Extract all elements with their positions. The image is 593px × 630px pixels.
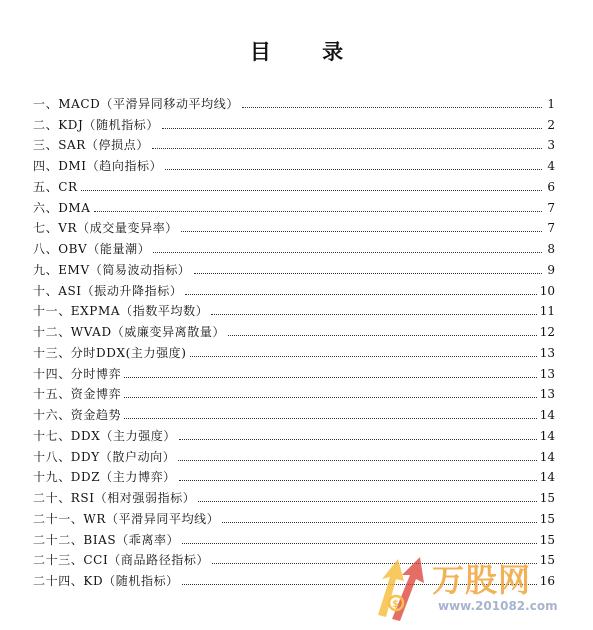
toc-entry-title: 二十一、WR（平滑异同平均线） bbox=[33, 511, 220, 526]
toc-dot-leader bbox=[81, 190, 542, 191]
toc-page-number: 14 bbox=[539, 408, 555, 422]
toc-dot-leader bbox=[211, 314, 536, 315]
toc-dot-leader bbox=[124, 397, 537, 398]
toc-entry[interactable] bbox=[33, 526, 555, 547]
toc-dot-leader bbox=[152, 148, 542, 149]
toc-entry-title: 二十四、KD（随机指标） bbox=[33, 574, 179, 588]
toc-page-number: 13 bbox=[539, 345, 555, 360]
toc-entry[interactable] bbox=[33, 443, 555, 464]
toc-entry[interactable] bbox=[33, 111, 555, 132]
toc-entry[interactable] bbox=[33, 318, 555, 339]
toc-page-number: 14 bbox=[539, 428, 555, 443]
toc-page-number: 4 bbox=[547, 159, 555, 173]
toc-entry-title: 十一、EXPMA（指数平均数） bbox=[33, 304, 209, 319]
toc-dot-leader bbox=[179, 439, 537, 440]
toc-entry-title: 十、ASI（振动升降指标） bbox=[33, 283, 183, 298]
toc-entry-title: 九、EMV（简易波动指标） bbox=[33, 262, 191, 277]
toc-page-number: 15 bbox=[539, 532, 555, 547]
watermark bbox=[370, 555, 585, 625]
toc-entry[interactable] bbox=[33, 401, 555, 422]
toc-dot-leader bbox=[194, 273, 542, 274]
toc-entry[interactable] bbox=[33, 215, 555, 236]
toc-dot-leader bbox=[165, 169, 542, 170]
toc-dot-leader bbox=[162, 128, 542, 129]
toc-page-number: 7 bbox=[547, 200, 555, 215]
toc-entry[interactable] bbox=[33, 464, 555, 485]
toc-dot-leader bbox=[190, 356, 537, 357]
toc-entry[interactable] bbox=[33, 360, 555, 381]
logo-arrow-icon bbox=[370, 555, 432, 625]
toc-page-number: 14 bbox=[539, 449, 555, 464]
toc-dot-leader bbox=[124, 377, 537, 378]
toc-page-number: 15 bbox=[539, 553, 555, 568]
toc-dot-leader bbox=[185, 294, 536, 295]
toc-entry-title: 五、CR bbox=[33, 179, 78, 194]
toc-entry-title: 十三、分时DDX(主力强度) bbox=[33, 345, 187, 360]
toc-page-number: 7 bbox=[547, 221, 555, 236]
toc-page-number: 15 bbox=[539, 511, 555, 526]
table-of-contents bbox=[33, 90, 555, 588]
toc-entry-title: 十九、DDZ（主力博弈） bbox=[33, 470, 176, 485]
toc-page-number: 14 bbox=[539, 470, 555, 485]
toc-entry-title: 一、MACD（平滑异同移动平均线） bbox=[33, 96, 239, 111]
toc-entry-title: 十五、资金博弈 bbox=[33, 387, 122, 402]
toc-entry-title: 二、KDJ（随机指标） bbox=[33, 117, 159, 132]
toc-entry[interactable] bbox=[33, 298, 555, 319]
toc-entry-title: 二十三、CCI（商品路径指标） bbox=[33, 553, 210, 568]
page-title: 目 录 bbox=[249, 39, 366, 64]
toc-entry-title: 二十、RSI（相对强弱指标） bbox=[33, 491, 196, 505]
toc-entry[interactable] bbox=[33, 132, 555, 153]
watermark-url: www.201082.com bbox=[438, 599, 558, 613]
toc-entry-title: 十七、DDX（主力强度） bbox=[33, 428, 176, 443]
toc-page-number: 1 bbox=[547, 96, 555, 111]
toc-page-number: 16 bbox=[539, 574, 555, 588]
toc-dot-leader bbox=[179, 480, 537, 481]
toc-entry[interactable] bbox=[33, 152, 555, 173]
svg-text:$: $ bbox=[392, 599, 399, 610]
watermark-logo-text: 万股网 bbox=[432, 561, 532, 599]
toc-entry[interactable] bbox=[33, 381, 555, 402]
toc-entry[interactable] bbox=[33, 90, 555, 111]
toc-entry-title: 十六、资金趋势 bbox=[33, 408, 122, 422]
toc-entry[interactable] bbox=[33, 505, 555, 526]
toc-entry[interactable] bbox=[33, 339, 555, 360]
toc-entry-title: 四、DMI（趋向指标） bbox=[33, 159, 163, 173]
toc-entry-title: 十八、DDY（散户动向） bbox=[33, 449, 176, 464]
toc-page-number: 6 bbox=[547, 179, 555, 194]
toc-entry-title: 十二、WVAD（威廉变异离散量） bbox=[33, 325, 226, 339]
toc-entry[interactable] bbox=[33, 235, 555, 256]
toc-entry-title: 三、SAR（停损点） bbox=[33, 138, 149, 153]
toc-entry[interactable] bbox=[33, 256, 555, 277]
toc-page-number: 10 bbox=[539, 283, 555, 298]
toc-dot-leader bbox=[153, 252, 542, 253]
toc-entry[interactable] bbox=[33, 422, 555, 443]
toc-page-number: 13 bbox=[539, 387, 555, 402]
toc-page-number: 13 bbox=[539, 366, 555, 381]
toc-dot-leader bbox=[178, 460, 536, 461]
toc-entry-title: 七、VR（成交量变异率） bbox=[33, 221, 178, 236]
toc-entry[interactable] bbox=[33, 277, 555, 298]
toc-page-number: 3 bbox=[547, 138, 555, 153]
toc-dot-leader bbox=[242, 107, 542, 108]
toc-dot-leader bbox=[182, 543, 536, 544]
toc-dot-leader bbox=[94, 211, 542, 212]
toc-entry-title: 六、DMA bbox=[33, 200, 91, 215]
toc-entry-title: 二十二、BIAS（乖离率） bbox=[33, 532, 180, 547]
toc-page-number: 11 bbox=[539, 304, 555, 319]
toc-page-number: 12 bbox=[539, 325, 555, 339]
toc-entry-title: 十四、分时博弈 bbox=[33, 366, 122, 381]
toc-entry[interactable] bbox=[33, 194, 555, 215]
toc-dot-leader bbox=[222, 522, 536, 523]
toc-dot-leader bbox=[124, 418, 537, 419]
toc-dot-leader bbox=[198, 501, 536, 502]
toc-dot-leader bbox=[181, 231, 542, 232]
toc-entry[interactable] bbox=[33, 173, 555, 194]
toc-page-number: 9 bbox=[547, 262, 555, 277]
toc-dot-leader bbox=[228, 335, 537, 336]
toc-entry[interactable] bbox=[33, 484, 555, 505]
toc-entry-title: 八、OBV（能量潮） bbox=[33, 242, 151, 256]
toc-page-number: 2 bbox=[547, 117, 555, 132]
toc-page-number: 8 bbox=[547, 242, 555, 256]
toc-page-number: 15 bbox=[539, 491, 555, 505]
